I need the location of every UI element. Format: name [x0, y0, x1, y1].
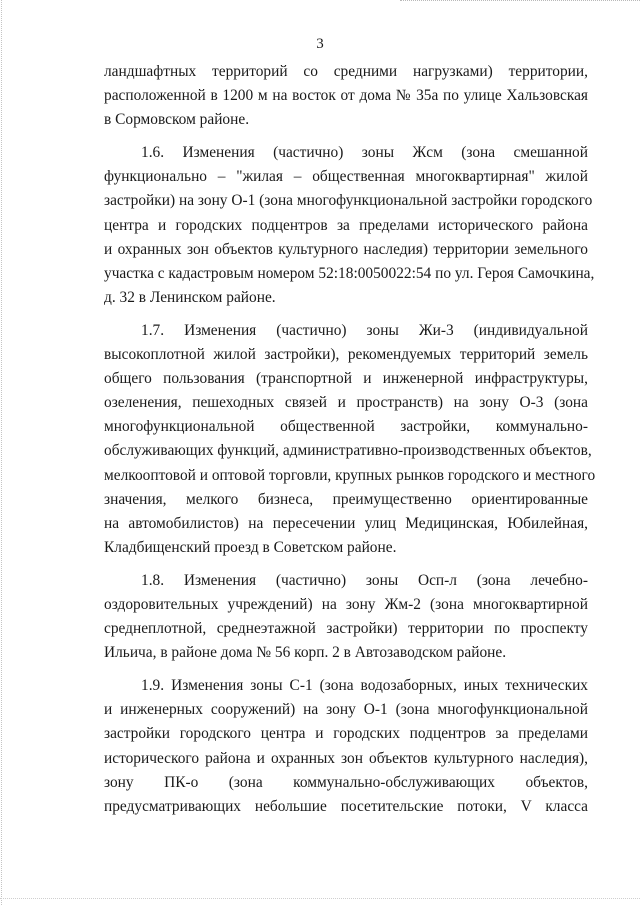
text-line: исторического района и охранных зон объектов культурного наследия), — [104, 749, 588, 767]
text-line: мелкооптовой и оптовой торговли, крупных рынков городского и местного — [104, 466, 596, 484]
text-line: на автомобилистов) на пересечении улиц Медицинская, Юбилейная, — [104, 514, 588, 532]
text-line: Ильича, в районе дома № 56 корп. 2 в Автозаводском районе. — [104, 644, 507, 662]
text-line: 1.6. Изменения (частично) зоны Жсм (зона смешанной — [141, 144, 588, 162]
page-number: 3 — [316, 36, 324, 52]
paragraph-gap — [104, 560, 588, 569]
text-line: и охранных зон объектов культурного наследия) территории земельного — [104, 240, 588, 258]
text-line: ландшафтных территорий со средними нагрузками) территории, — [104, 63, 588, 80]
text-line: д. 32 в Ленинском районе. — [104, 288, 276, 306]
text-line: обслуживающих функций, административно-производственных объектов, — [104, 442, 592, 460]
paragraph-gap — [104, 132, 588, 141]
text-line: значения, мелкого бизнеса, преимущественно ориентированные — [104, 490, 588, 508]
scan-edge-bottom — [0, 898, 640, 899]
text-line: многофункциональной общественной застройки, коммунально- — [104, 418, 588, 436]
text-line: центра и городских подцентров за пределами исторического района — [104, 216, 588, 234]
text-line: высокоплотной жилой застройки), рекомендуемых территорий земель — [104, 346, 588, 364]
text-line: общего пользования (транспортной и инженерной инфраструктуры, — [104, 370, 588, 388]
scan-edge-left — [1, 0, 2, 905]
text-line: и инженерных сооружений) на зону О-1 (зона многофункциональной — [104, 701, 588, 719]
document-body — [104, 60, 596, 819]
text-line: 1.7. Изменения (частично) зоны Жи-3 (индивидуальной — [141, 321, 588, 339]
paragraph-gap — [104, 665, 588, 674]
text-line: предусматривающих небольшие посетительские потоки, V класса — [104, 797, 588, 815]
text-line: оздоровительных учреждений) на зону Жм-2 (зона многоквартирной — [104, 595, 588, 613]
text-line: застройки) на зону О-1 (зона многофункциональной застройки городского — [104, 192, 593, 210]
paragraph-gap — [104, 310, 588, 319]
text-line: 1.9. Изменения зоны С-1 (зона водозаборных, иных технических — [141, 677, 588, 695]
text-line: озеленения, пешеходных связей и пространств) на зону О-3 (зона — [104, 394, 588, 412]
text-line: в Сормовском районе. — [104, 111, 250, 129]
text-line: расположенной в 1200 м на восток от дома № 35а по улице Хальзовская — [104, 87, 588, 105]
text-line: участка с кадастровым номером 52:18:0050022:54 по ул. Героя Самочкина, — [104, 264, 595, 282]
text-line: функционально – "жилая – общественная многоквартирная" жилой — [104, 168, 588, 186]
text-line: зону ПК-о (зона коммунально-обслуживающих объектов, — [104, 773, 588, 791]
text-line: 1.8. Изменения (частично) зоны Осп-л (зона лечебно- — [141, 571, 588, 589]
text-line: среднеплотной, среднеэтажной застройки) территории по проспекту — [104, 620, 588, 638]
text-line: Кладбищенский проезд в Советском районе. — [104, 538, 397, 556]
scan-edge-top — [400, 0, 640, 1]
text-line: застройки городского центра и городских подцентров за пределами — [104, 725, 588, 743]
